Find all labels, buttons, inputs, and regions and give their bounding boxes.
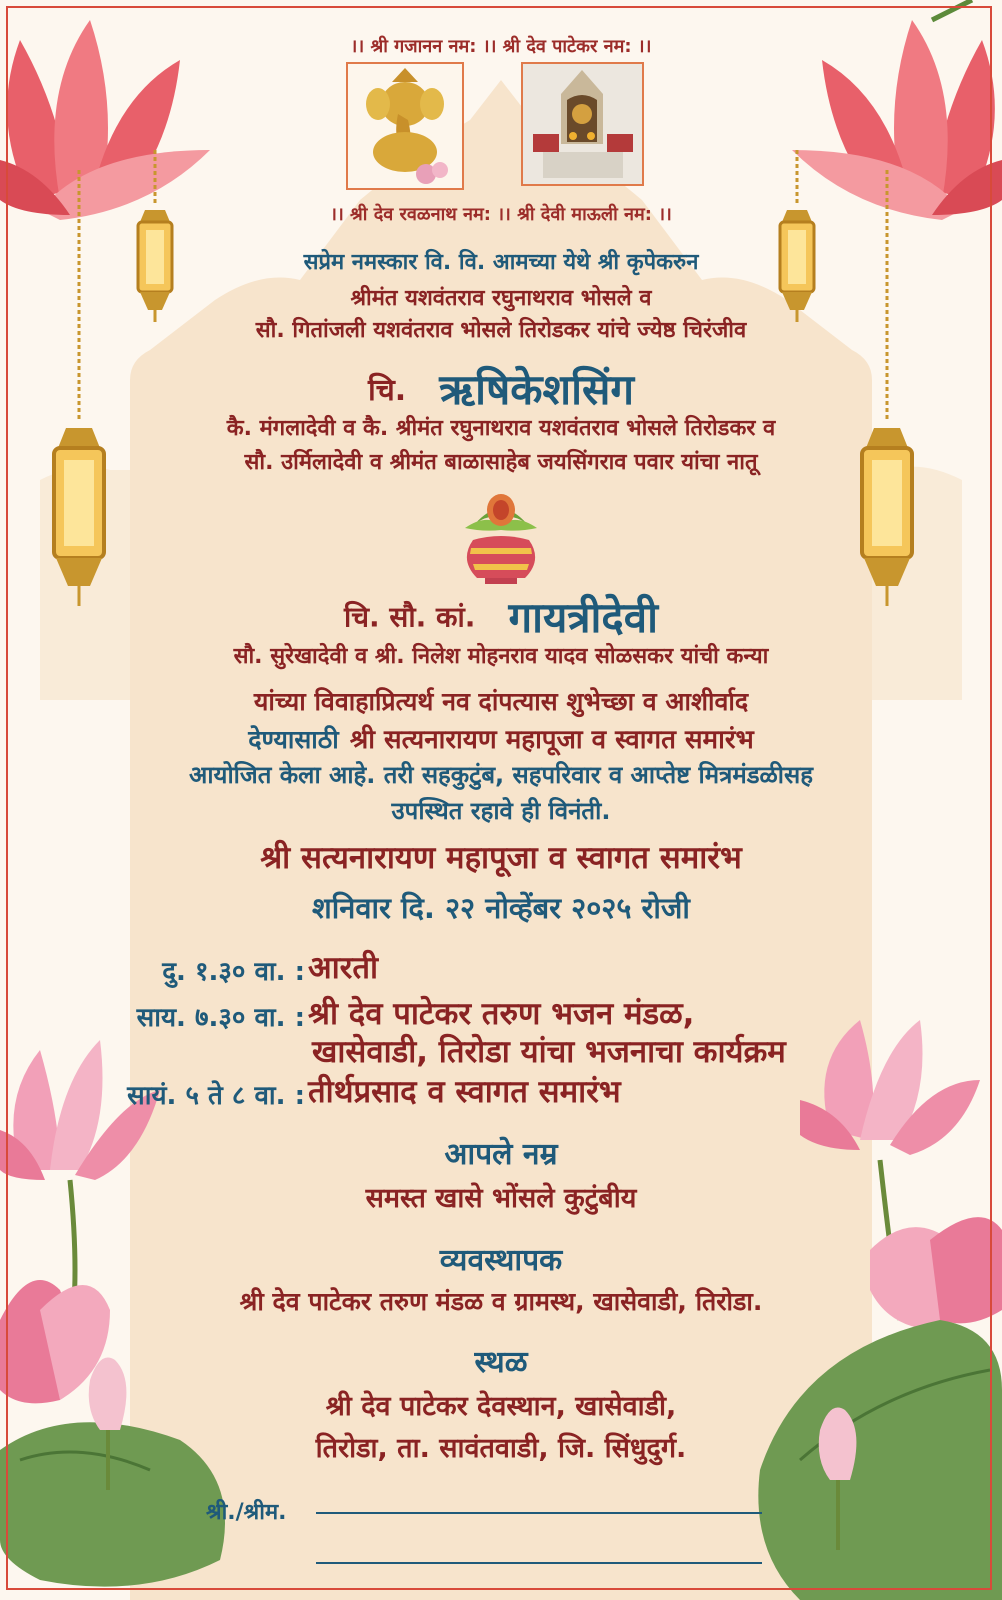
schedule-time-4: सायं. ५ ते ८ वा. : — [127, 1081, 305, 1111]
intro-line-1: सप्रेम नमस्कार वि. वि. आमच्या येथे श्री कृपेकरुन — [303, 250, 699, 275]
groom-prefix: चि. — [367, 373, 407, 408]
venue-heading: स्थळ — [474, 1345, 528, 1380]
schedule-activity-4: तीर्थप्रसाद व स्वागत समारंभ — [308, 1074, 621, 1110]
invitation-line-1: यांच्या विवाहाप्रित्यर्थ नव दांपत्यास शुभेच्छा व आशीर्वाद — [253, 687, 749, 716]
schedule-row-3 — [0, 1030, 1002, 1074]
invitation-line-3: आयोजित केला आहे. तरी सहकुटुंब, सहपरिवार व आप्तेष्ट मित्रमंडळीसह — [189, 761, 813, 789]
recipient-line-1 — [316, 1512, 762, 1514]
intro-line-3: सौ. गितांजली यशवंतराव भोसले तिरोडकर यांचे ज्येष्ठ चिरंजीव — [255, 318, 747, 343]
event-title: श्री सत्यनारायण महापूजा व स्वागत समारंभ — [260, 840, 742, 876]
bride-family: सौ. सुरेखादेवी व श्री. निलेश मोहनराव यादव सोळसकर यांची कन्या — [233, 644, 769, 669]
invitation-line-2-lead: देण्यासाठी — [248, 725, 339, 754]
organizer-name: श्री देव पाटेकर तरुण मंडळ व ग्रामस्थ, खासेवाडी, तिरोडा. — [239, 1287, 763, 1316]
recipient-line-2 — [316, 1562, 762, 1564]
hosts-name: समस्त खासे भोंसले कुटुंबीय — [365, 1183, 637, 1214]
organizer-heading: व्यवस्थापक — [439, 1243, 563, 1278]
invitation-line-2-event: श्री सत्यनारायण महापूजा व स्वागत समारंभ — [349, 725, 754, 755]
groom-family-1: कै. मंगलादेवी व कै. श्रीमंत रघुनाथराव यशवंतराव भोसले तिरोडकर व — [226, 416, 776, 441]
intro-line-2: श्रीमंत यशवंतराव रघुनाथराव भोसले व — [350, 286, 652, 311]
schedule-time-1: दु. १.३० वा. : — [162, 957, 305, 987]
kalash-icon — [455, 484, 547, 586]
hosts-heading: आपले नम्र — [444, 1137, 558, 1172]
event-date: शनिवार दि. २२ नोव्हेंबर २०२५ रोजी — [312, 891, 690, 925]
groom-name-row — [0, 360, 1002, 417]
temple-deity-image — [521, 62, 644, 186]
schedule-row-4 — [0, 1070, 1002, 1114]
bride-name-row — [0, 588, 1002, 645]
recipient-label: श्री./श्रीम. — [206, 1500, 287, 1525]
mantra-second: ।। श्री देव रवळनाथ नम: ।। श्री देवी माऊली नम: ।। — [330, 204, 672, 225]
groom-family-2: सौ. उर्मिलादेवी व श्रीमंत बाळासाहेब जयसिंगराव पवार यांचा नातू — [244, 450, 758, 475]
mantra-top: ।। श्री गजानन नम: ।। श्री देव पाटेकर नम: ।। — [350, 36, 652, 57]
schedule-activity-3: खासेवाडी, तिरोडा यांचा भजनाचा कार्यक्रम — [312, 1034, 786, 1070]
bride-name: गायत्रीदेवी — [508, 593, 658, 642]
schedule-row-1 — [0, 946, 1002, 990]
invitation-line-4: उपस्थित रहावे ही विनंती. — [391, 797, 611, 825]
ganesh-image — [346, 62, 464, 190]
venue-line-1: श्री देव पाटेकर देवस्थान, खासेवाडी, — [325, 1391, 677, 1422]
venue-line-2: तिरोडा, ता. सावंतवाडी, जि. सिंधुदुर्ग. — [315, 1433, 687, 1464]
groom-name: ऋषिकेशसिंग — [439, 365, 635, 414]
invitation-line-2 — [0, 720, 1002, 756]
schedule-activity-2: श्री देव पाटेकर तरुण भजन मंडळ, — [308, 996, 695, 1032]
bride-prefix: चि. सौ. कां. — [344, 600, 476, 634]
schedule-activity-1: आरती — [308, 950, 379, 986]
schedule-time-2: साय. ७.३० वा. : — [136, 1003, 305, 1033]
